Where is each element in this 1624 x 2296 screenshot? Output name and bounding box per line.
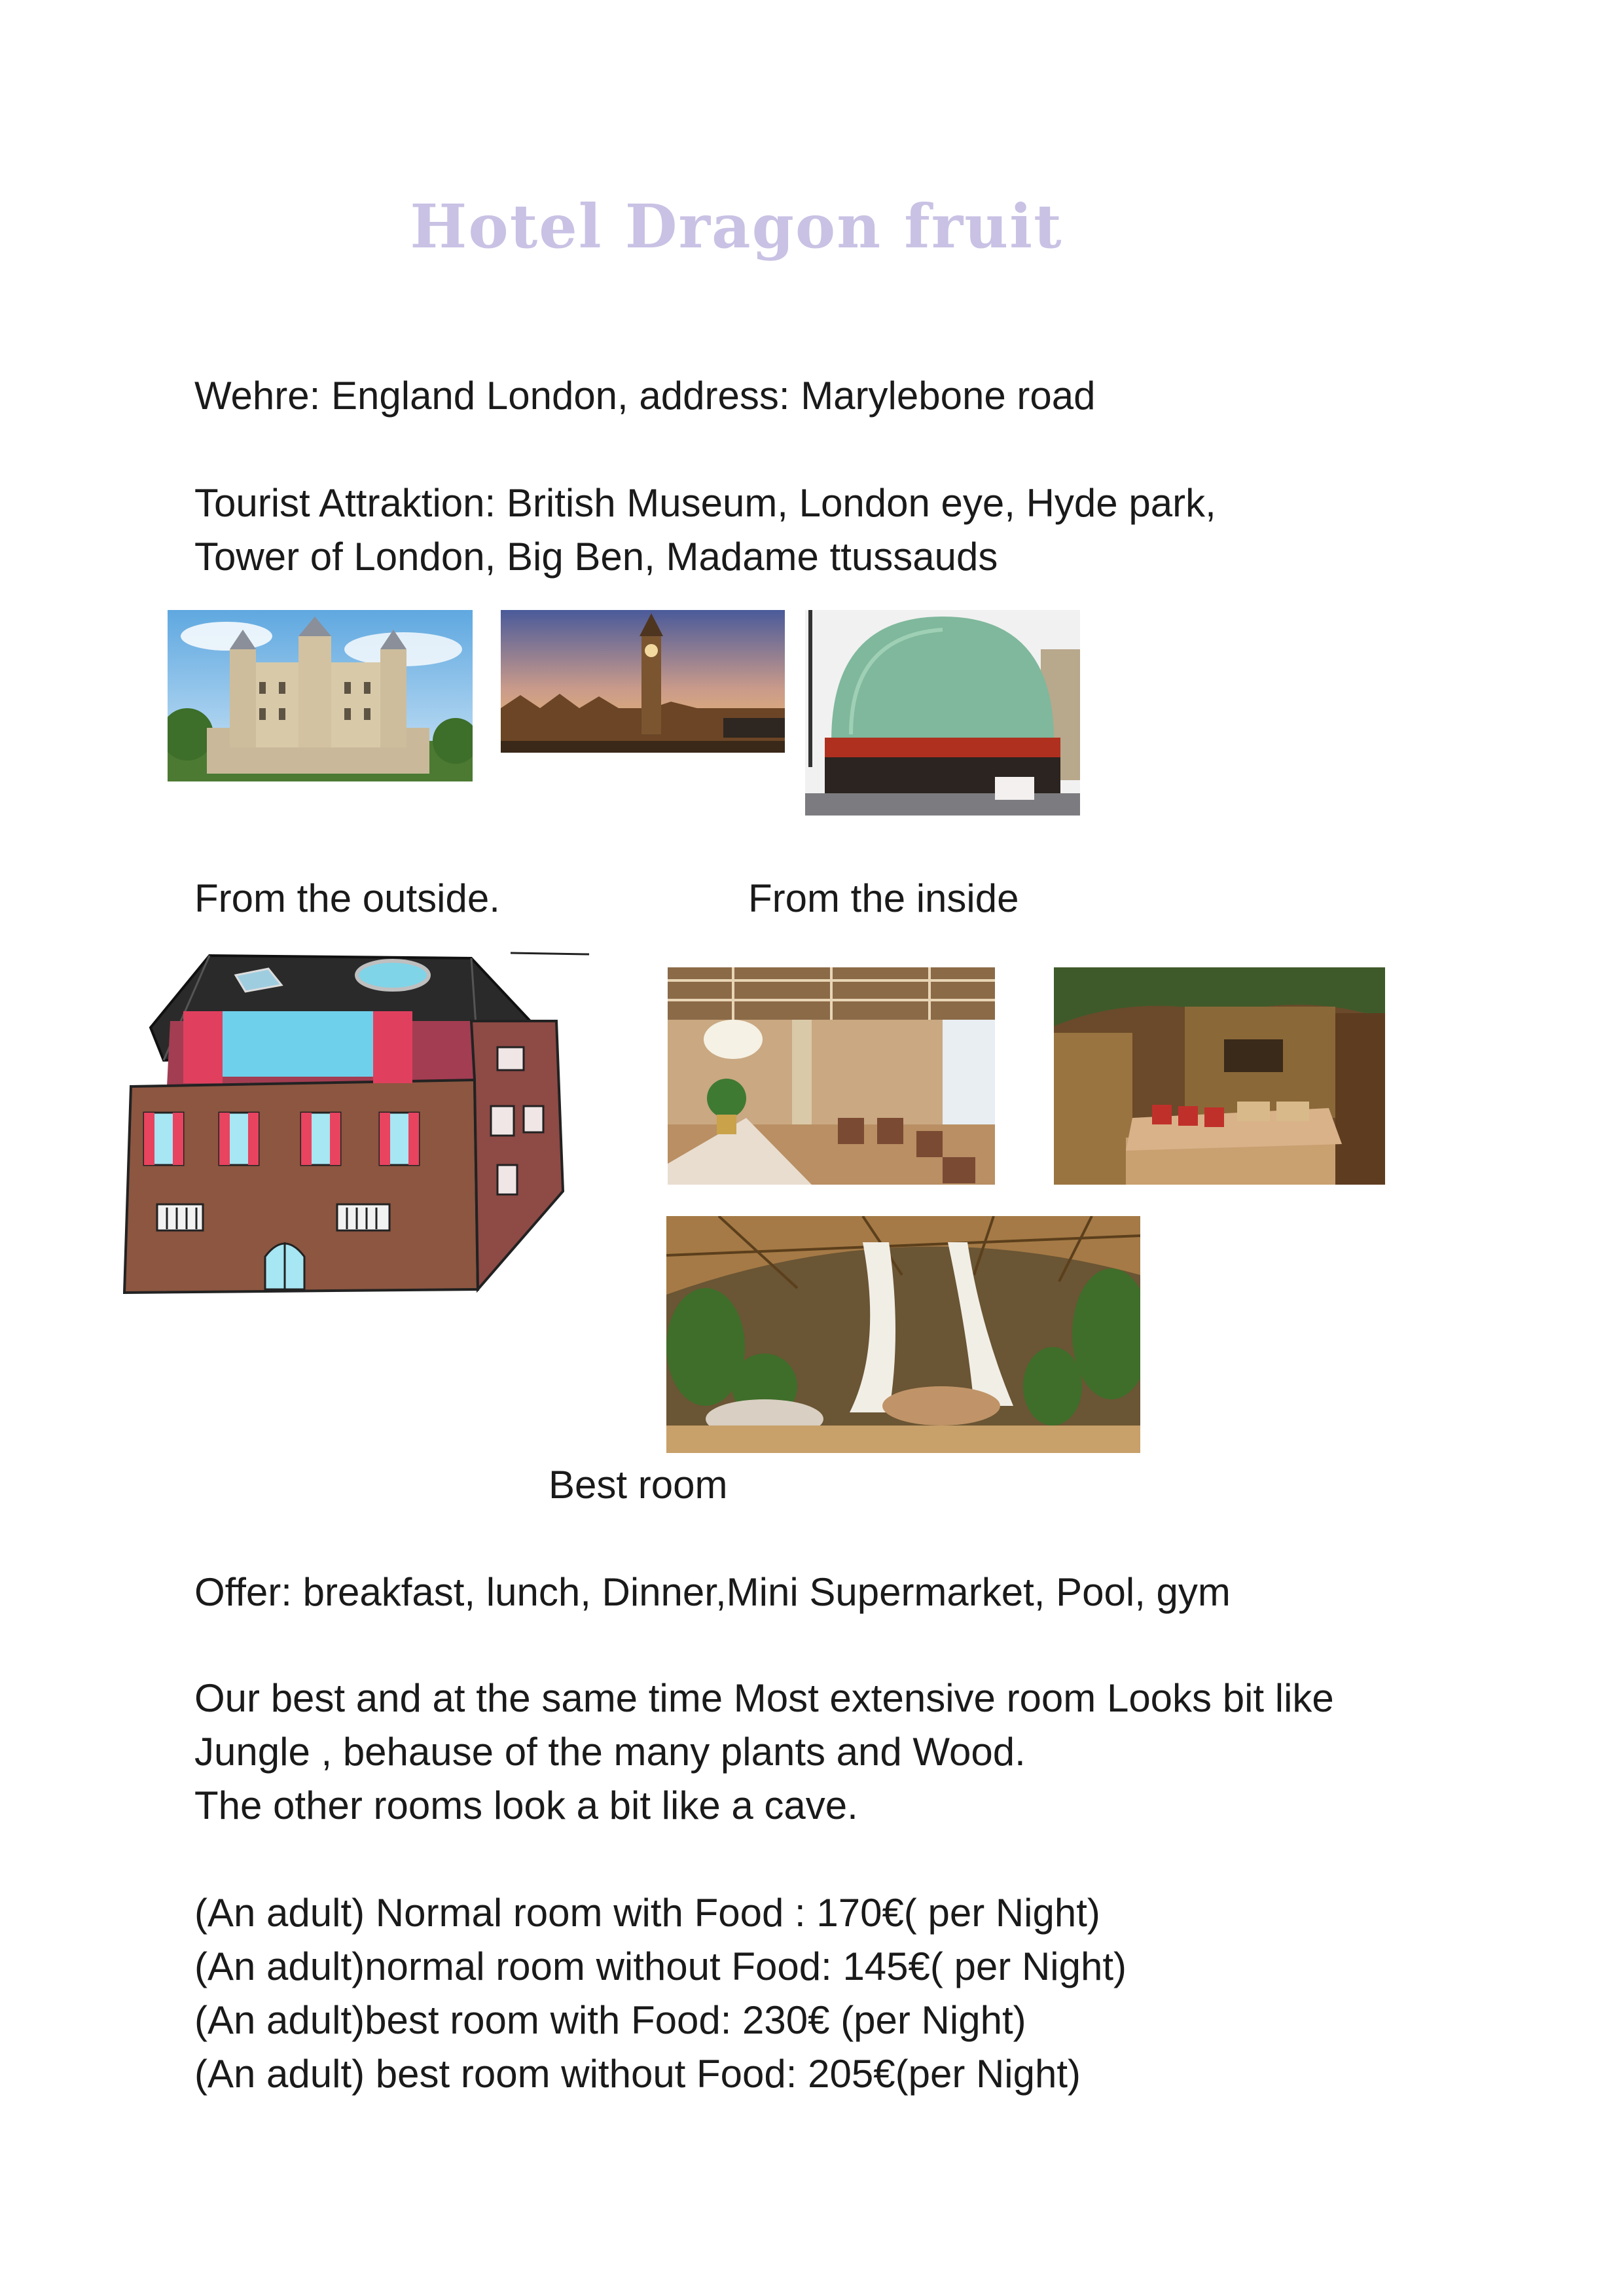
price-line: (An adult)normal room without Food: 145€( per Night) [194, 1945, 1127, 1988]
best-room-label: Best room [549, 1463, 728, 1507]
page-title: Hotel Dragon fruit [410, 191, 1063, 262]
description-line-2: Jungle , behause of the many plants and Wood. [194, 1730, 1026, 1774]
offer-text: Offer: breakfast, lunch, Dinner,Mini Supermarket, Pool, gym [194, 1570, 1231, 1614]
attractions-line-1: Tourist Attraktion: British Museum, London eye, Hyde park, [194, 481, 1216, 525]
hotel-lobby-photo [668, 967, 995, 1185]
description-line-1: Our best and at the same time Most extensive room Looks bit like [194, 1676, 1334, 1720]
attractions-line-2: Tower of London, Big Ben, Madame ttussauds [194, 535, 998, 579]
price-line: (An adult) Normal room with Food : 170€( per Night) [194, 1891, 1100, 1935]
price-line: (An adult) best room without Food: 205€(per Night) [194, 2052, 1081, 2096]
hotel-exterior-drawing [105, 949, 602, 1302]
madame-tussauds-photo [805, 610, 1080, 816]
description-line-3: The other rooms look a bit like a cave. [194, 1784, 858, 1827]
location-text: Wehre: England London, address: Marylebone road [194, 374, 1096, 418]
jungle-room-photo [666, 1216, 1140, 1453]
cave-room-photo [1054, 967, 1385, 1185]
outside-label: From the outside. [194, 876, 500, 920]
tower-of-london-photo [168, 610, 473, 781]
price-line: (An adult)best room with Food: 230€ (per Night) [194, 1998, 1026, 2042]
inside-label: From the inside [748, 876, 1019, 920]
big-ben-photo [501, 610, 785, 753]
